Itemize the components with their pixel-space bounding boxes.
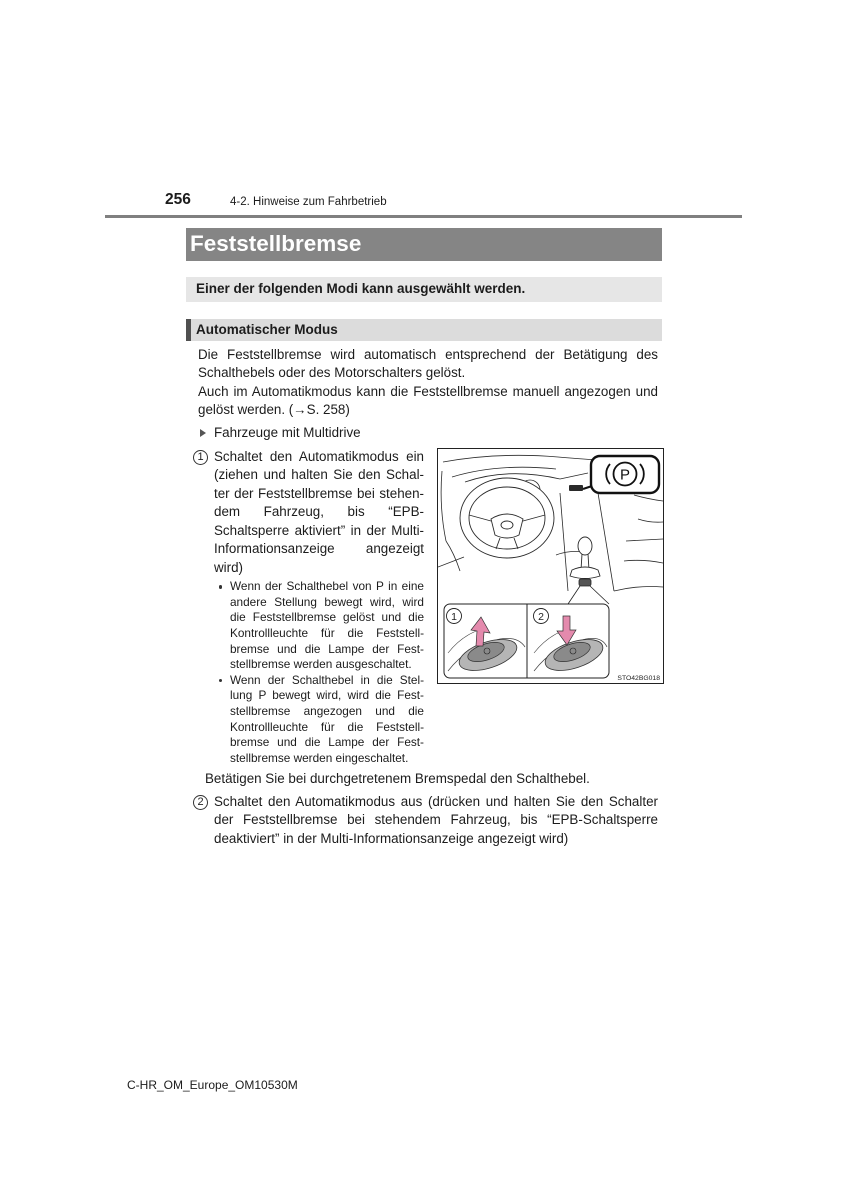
intro-text: Einer der folgenden Modi kann ausgewählt werden. [196, 280, 526, 296]
chapter-title: 4-2. Hinweise zum Fahrbetrieb [230, 196, 387, 208]
bullet-line: bremse und die Lampe der Fest- [230, 641, 424, 656]
page-number: 256 [165, 191, 191, 208]
bullet-line: Wenn der Schalthebel in die Stel- [230, 672, 424, 687]
paragraph-line: Die Feststellbremse wird automatisch entsprechend der Betätigung des [198, 346, 658, 362]
bullet-line: stellbremse angezogen und die [230, 703, 424, 718]
paragraph [198, 346, 658, 383]
section-heading-bar [186, 319, 662, 341]
step-number-2: 2 [193, 795, 208, 810]
document-footer: C-HR_OM_Europe_OM10530M [127, 1078, 298, 1092]
bullet-line: die Feststellbremse gelöst und die [230, 610, 424, 625]
bullet-line: lung P bewegt wird, wird die Fest- [230, 688, 424, 703]
parking-brake-figure [437, 448, 664, 684]
page-title: Feststellbremse [190, 231, 362, 256]
bullet-line: Kontrollleuchte für die Feststell- [230, 719, 424, 734]
bullet-line: stellbremse werden eingeschaltet. [230, 750, 409, 765]
step-line: (ziehen und halten Sie den Schal- [214, 467, 424, 483]
step-line: wird) [214, 559, 244, 575]
paragraph-line: Auch im Automatikmodus kann die Feststellbremse manuell angezogen und [198, 383, 658, 399]
step-line: Schaltet den Automatikmodus ein [214, 448, 424, 464]
step-line: Informationsanzeige angezeigt [214, 541, 424, 557]
callout-number-1: 1 [451, 611, 457, 623]
bullet-line: bremse und die Lampe der Fest- [230, 735, 424, 750]
step-line: deaktiviert” in der Multi-Informationsanzeige angezeigt wird) [214, 830, 569, 846]
step-line: Schaltet den Automatikmodus aus (drücken und halten Sie den Schalter [214, 793, 658, 809]
parking-brake-switch [579, 579, 591, 586]
section-heading: Automatischer Modus [196, 321, 338, 337]
step-2-text [214, 793, 658, 849]
bullet-item [230, 579, 424, 673]
bullet-line: stellbremse werden ausgeschaltet. [230, 657, 412, 672]
intro-box [186, 277, 662, 302]
triangle-right-icon [200, 429, 206, 437]
header-rule [105, 215, 742, 218]
zoom-callout-lines [568, 586, 609, 604]
step-line: der Feststellbremse bei stehendem Fahrzeug, bis “EPB-Schaltsperre [214, 812, 658, 828]
parking-brake-illustration [438, 449, 663, 683]
center-vent [569, 485, 583, 491]
steering-wheel-drawing [460, 478, 554, 558]
vehicle-note: Fahrzeuge mit Multidrive [214, 424, 361, 440]
bullet-line: andere Stellung bewegt wird, wird [230, 594, 424, 609]
paragraph-line: gelöst werden. (→S. 258) [198, 402, 350, 418]
bullet-item [230, 673, 424, 767]
step-1-followup: Betätigen Sie bei durchgetretenem Bremspedal den Schalthebel. [205, 770, 590, 786]
bullet-icon [219, 585, 223, 589]
step-line: ter der Feststellbremse bei stehen- [214, 485, 424, 501]
step-1-text [214, 448, 424, 578]
bullet-icon [219, 679, 223, 683]
callout-number-2: 2 [538, 611, 544, 623]
step-number-1: 1 [193, 450, 208, 465]
step-line: dem Fahrzeug, bis “EPB- [214, 504, 424, 520]
paragraph-line: Schalthebels oder des Motorschalters gelöst. [198, 365, 466, 381]
indicator-letter: P [619, 466, 631, 484]
bullet-line: Wenn der Schalthebel von P in eine [230, 579, 424, 594]
bullet-line: Kontrollleuchte für die Feststell- [230, 625, 424, 640]
paragraph [198, 383, 658, 420]
title-bar [186, 228, 662, 261]
parking-brake-indicator-icon [591, 456, 659, 493]
figure-code: STO42BG018 [617, 675, 660, 682]
step-line: Schaltsperre aktiviert” in der Multi- [214, 522, 424, 538]
shift-lever-drawing [570, 537, 600, 579]
